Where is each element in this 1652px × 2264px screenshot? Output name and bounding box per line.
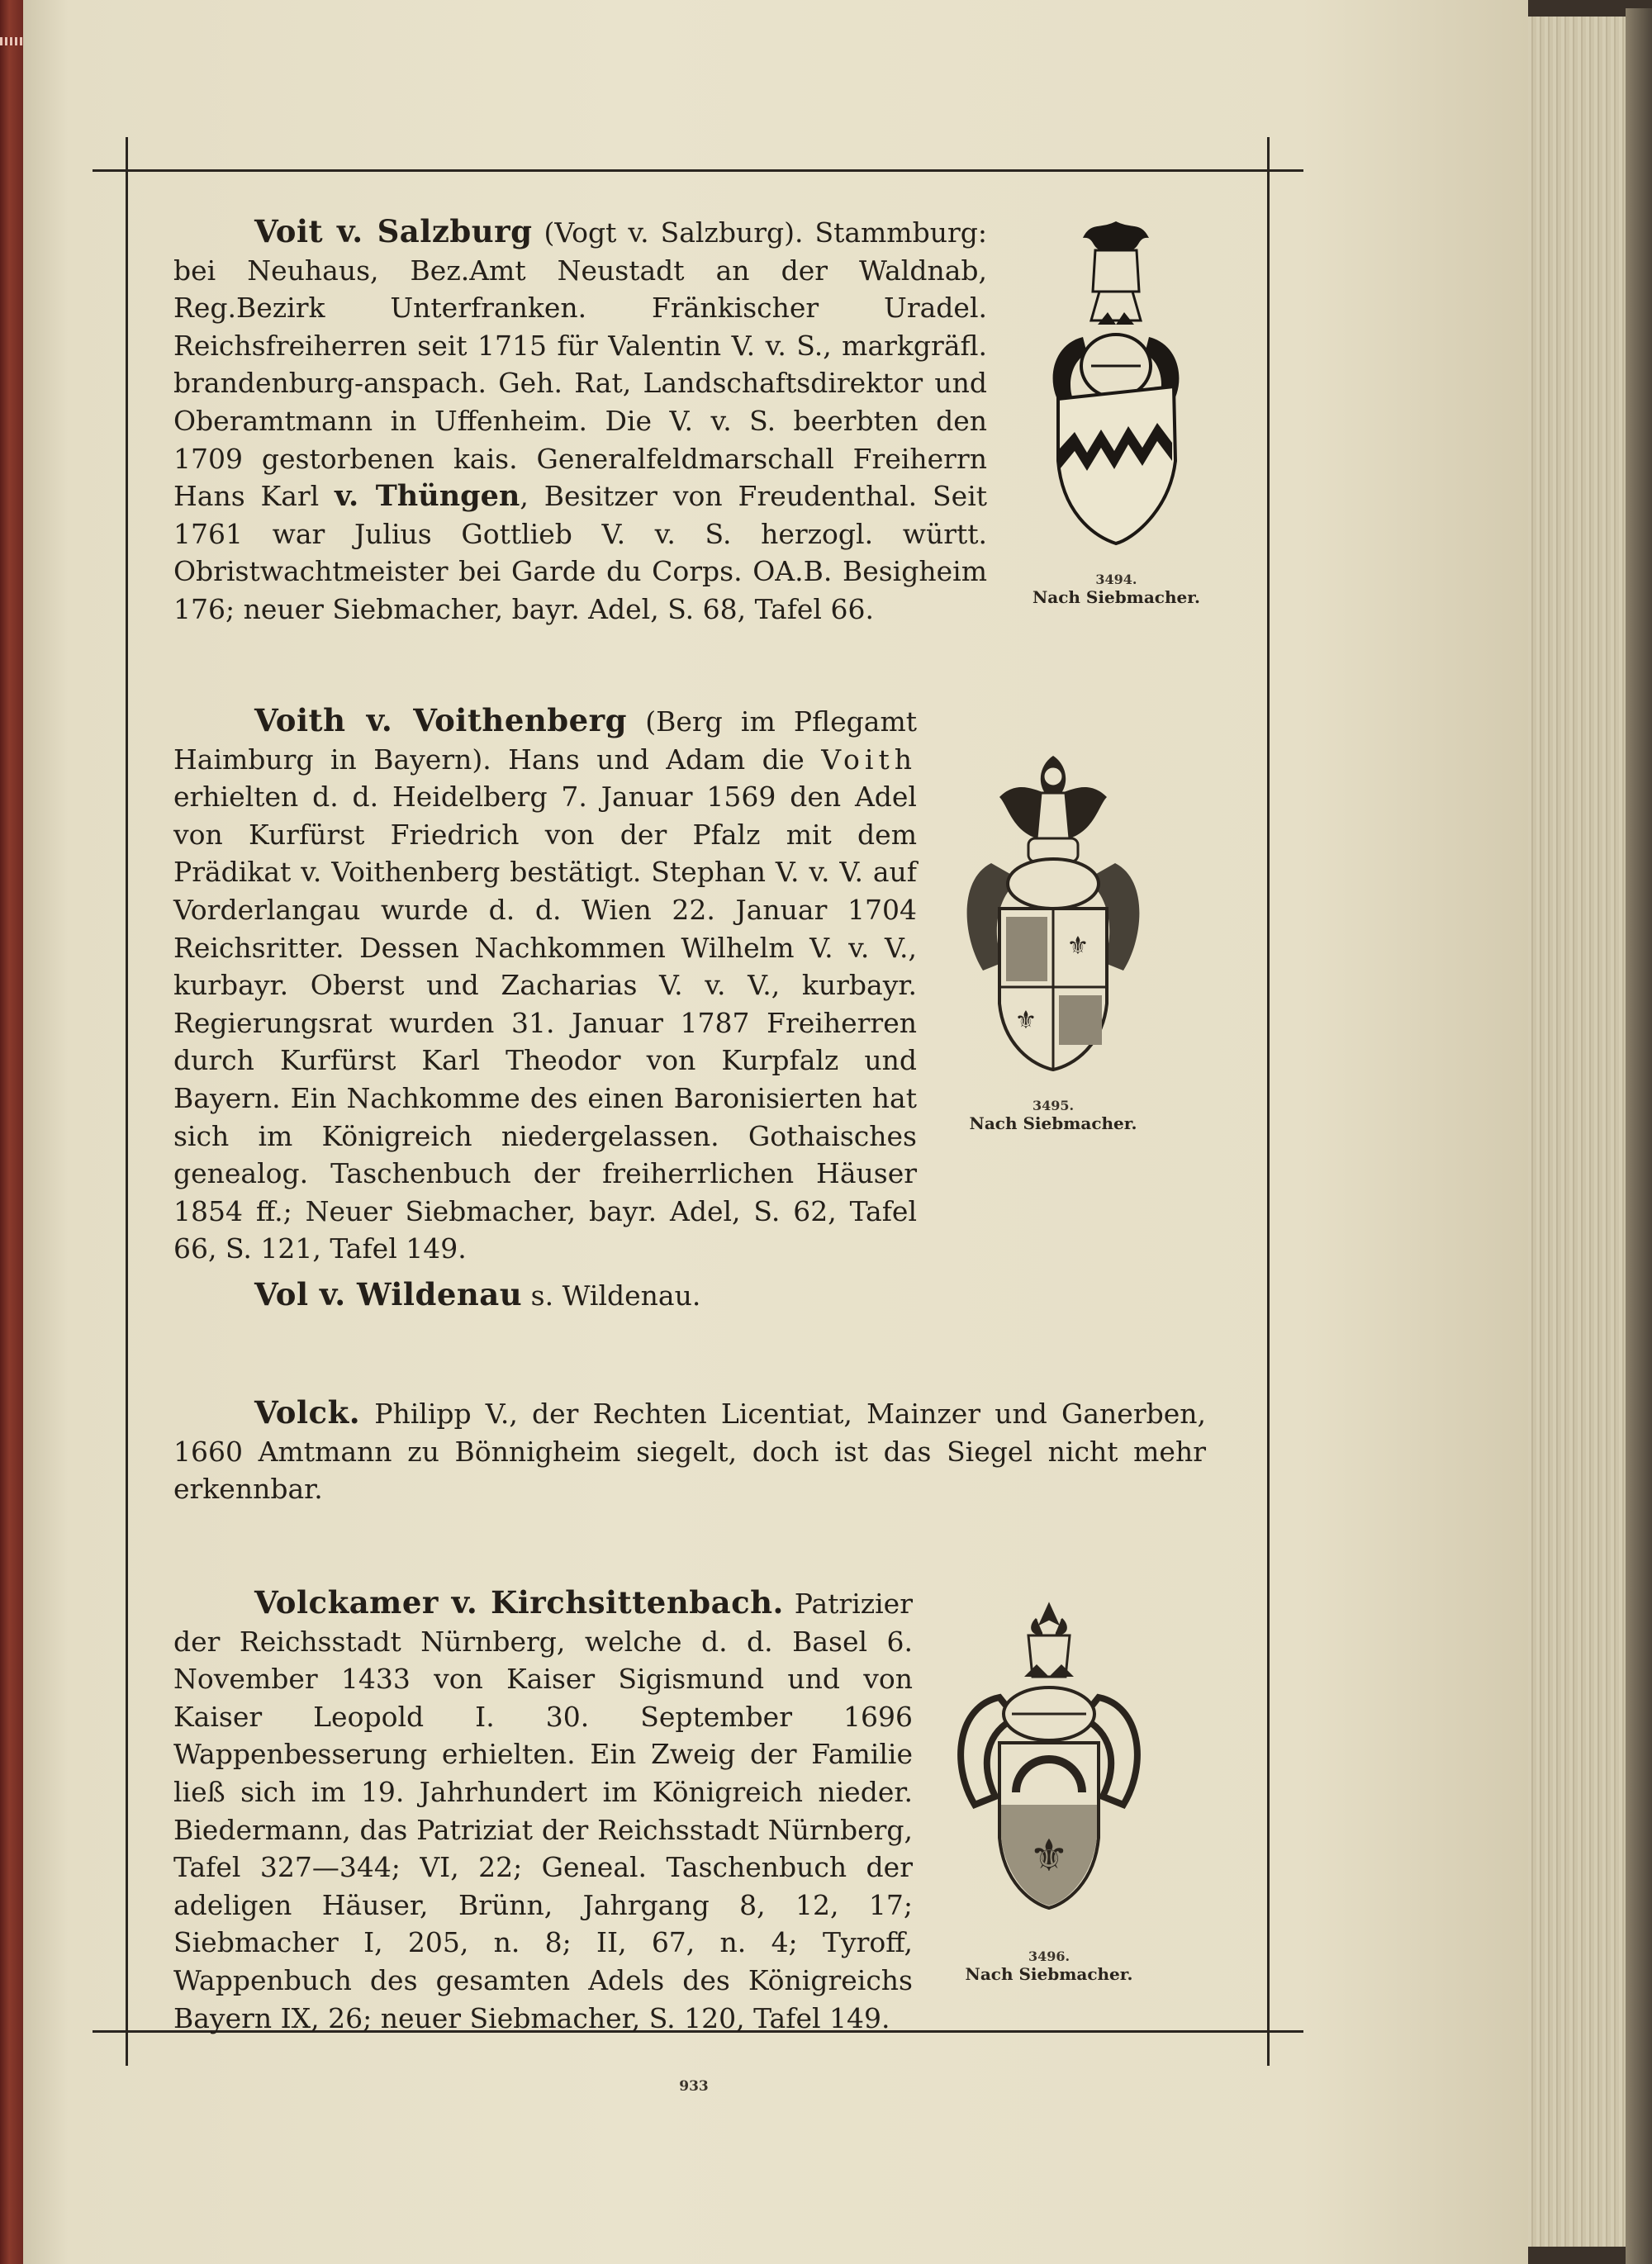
entry-voith-voithenberg bbox=[173, 702, 917, 1268]
entry-text: s. Wildenau. bbox=[522, 1279, 701, 1312]
spine-decoration bbox=[0, 37, 23, 45]
top-rule bbox=[93, 169, 1303, 172]
left-rule bbox=[126, 137, 128, 2066]
right-rule bbox=[1267, 137, 1270, 2066]
coat-of-arms-3494-icon bbox=[1033, 213, 1199, 568]
book-cover-edge bbox=[1626, 8, 1652, 2264]
figure-caption: Nach Siebmacher. bbox=[1032, 587, 1200, 607]
entry-volckamer-kirchsittenbach bbox=[173, 1584, 913, 2037]
entry-text: (Vogt v. Salzburg). Stammburg: bei Neuhaus, Bez.Amt Neustadt an der Waldnab, Reg.Bezirk Unterfranken. Fränkischer Uradel. Reichsfreiherren seit 1715 für Valentin V. v. S., markgräfl. brandenburg-anspach. Geh. Rat, Landschaftsdirektor und Oberamtmann in Uffenheim. Die V. v. S. beerbten den 1709 gestorbenen kais. Generalfeldmarschall Freiherrn Hans Karl bbox=[173, 216, 987, 513]
entry-vol-wildenau bbox=[173, 1276, 1206, 1315]
figure-3495 bbox=[958, 748, 1148, 1133]
entry-headword: Volck. bbox=[254, 1394, 361, 1431]
figure-3494 bbox=[1032, 213, 1200, 607]
figure-number: 3495. bbox=[1032, 1098, 1075, 1113]
coat-of-arms-3495-icon bbox=[958, 748, 1148, 1094]
entry-text: (Berg im Pflegamt Haimburg in Bayern). Hans und Adam die bbox=[173, 705, 917, 776]
entry-headword: Volckamer v. Kirchsittenbach. bbox=[254, 1584, 784, 1621]
entry-text: Philipp V., der Rechten Licentiat, Mainzer und Ganerben, 1660 Amtmann zu Bönnigheim siegelt, doch ist das Siegel nicht mehr erkennbar. bbox=[173, 1398, 1206, 1506]
entry-text: Patrizier der Reichsstadt Nürnberg, welche d. d. Basel 6. November 1433 von Kaiser Sigismund und von Kaiser Leopold I. 30. September 1696 Wappenbesserung erhielten. Ein Zweig der Familie ließ sich im 19. Jahrhundert im Königreich nieder. Biedermann, das Patriziat der Reichsstadt Nürnberg, Tafel 327—344; VI, 22; Geneal. Taschenbuch der adeligen Häuser, Brünn, Jahrgang 8, 12, 17; Siebmacher I, 205, n. 8; II, 67, n. 4; Tyroff, Wappenbuch des gesamten Adels des Königreichs Bayern IX, 26; neuer Siebmacher, S. 120, Tafel 149. bbox=[173, 1588, 913, 2034]
svg-text:⚜: ⚜ bbox=[1014, 1006, 1037, 1035]
figure-number: 3494. bbox=[1095, 572, 1137, 587]
svg-text:⚜: ⚜ bbox=[1066, 932, 1089, 961]
book-spine-edge bbox=[0, 0, 23, 2264]
page-number: 933 bbox=[679, 2078, 709, 2095]
entry-text-continued: , Besitzer von Freudenthal. Seit 1761 war Julius Gottlieb V. v. S. herzogl. württ. Obristwachtmeister bei Garde du Corps. OA.B. Besigheim 176; neuer Siebmacher, bayr. Adel, S. 68, Tafel 66. bbox=[173, 480, 988, 625]
figure-caption: Nach Siebmacher. bbox=[969, 1113, 1137, 1133]
entry-cross-reference: v. Thüngen bbox=[335, 479, 520, 514]
entry-volck bbox=[173, 1394, 1206, 1508]
entry-spaced-name: Voith bbox=[821, 743, 917, 776]
coat-of-arms-3496-icon bbox=[950, 1598, 1148, 1945]
entry-headword: Voit v. Salzburg bbox=[254, 213, 533, 249]
entry-text-continued: erhielten d. d. Heidelberg 7. Januar 1569 den Adel von Kurfürst Friedrich von der Pfalz mit dem Prädikat v. Voithenberg bestätigt. Stephan V. v. V. auf Vorderlangau wurde d. d. Wien 22. Januar 1704 Reichsritter. Dessen Nachkommen Wilhelm V. v. V., kurbayr. Oberst und Zacharias V. v. V., kurbayr. Regierungsrat wurden 31. Januar 1787 Freiherren durch Kurfürst Karl Theodor von Kurpfalz und Bayern. Ein Nachkomme des einen Baronisierten hat sich im Königreich niedergelassen. Gothaisches genealog. Taschenbuch der freiherrlichen Häuser 1854 ff.; Neuer Siebmacher, bayr. Adel, S. 62, Tafel 66, S. 121, Tafel 149. bbox=[173, 781, 917, 1265]
svg-text:⚜: ⚜ bbox=[1028, 1830, 1070, 1882]
figure-caption: Nach Siebmacher. bbox=[965, 1964, 1133, 1984]
entry-voit-salzburg bbox=[173, 213, 987, 629]
figure-number: 3496. bbox=[1028, 1948, 1070, 1964]
figure-3496 bbox=[950, 1598, 1148, 1984]
entry-headword: Voith v. Voithenberg bbox=[254, 702, 628, 738]
entry-headword: Vol v. Wildenau bbox=[254, 1276, 523, 1312]
